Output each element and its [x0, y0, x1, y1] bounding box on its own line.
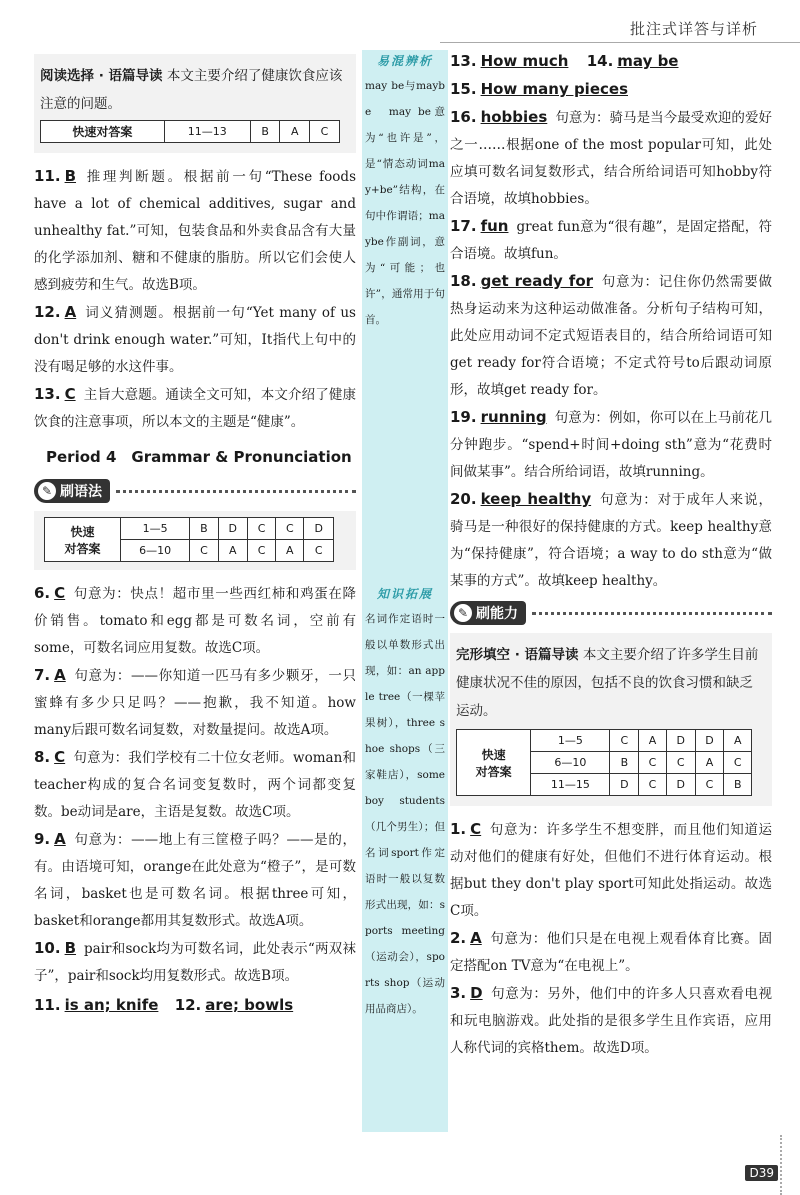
item-number: 16.: [450, 108, 477, 126]
reading-guide-label: 阅读选择 · 语篇导读: [40, 68, 163, 84]
item-number: 8.: [34, 748, 51, 766]
item-number: 1.: [450, 820, 467, 838]
item-number: 13.: [34, 385, 61, 403]
item-explanation: 句意为：骑马是当今最受欢迎的爱好之一……根据one of the most popular可知，此处应填可数名词复数形式，结合所给词语可知hobby符合语境，故填hobbies。: [450, 110, 772, 207]
item-explanation: 词义猜测题。根据前一句“Yet many of us don't drink enough water.”可知，It指代上句中的没有喝足够的水这件事。: [34, 305, 356, 375]
item-fill: hobbies: [480, 108, 548, 126]
page-corner-decoration: [780, 1135, 800, 1195]
answer-range: 1—5: [121, 518, 190, 540]
quick-answer-label: 快速对答案: [41, 121, 165, 143]
answer-cell: C: [310, 121, 340, 143]
item-fill: How much: [480, 52, 569, 70]
answer-cell: D: [666, 730, 695, 752]
answer-item: [34, 299, 356, 381]
item-fill: may be: [617, 52, 679, 70]
section-title: 刷语法: [60, 484, 102, 500]
page-number: D39: [745, 1165, 778, 1181]
item-number: 15.: [450, 80, 477, 98]
right-column: [450, 48, 772, 1062]
answer-cell: C: [666, 752, 695, 774]
item-number: 20.: [450, 490, 477, 508]
item-number: 14.: [586, 52, 614, 70]
item-fill: running: [480, 408, 547, 426]
item-number: 3.: [450, 984, 467, 1002]
item-number: 18.: [450, 272, 477, 290]
reading-guide-box: [34, 54, 356, 153]
answer-item: [34, 580, 356, 662]
item-explanation: 句意为：许多学生不想变胖，而且他们知道运动对他们的健康有好处，但他们不进行体育运动。根据but they don't play sport可知此处指运动。故选C项。: [450, 822, 772, 919]
notes-sidebar: [362, 50, 448, 1132]
grammar-answer-box: [34, 511, 356, 570]
item-number: 7.: [34, 666, 51, 684]
answer-cell: D: [695, 730, 724, 752]
answer-item: [450, 104, 772, 213]
cloze-guide-label: 完形填空 · 语篇导读: [456, 647, 579, 663]
header-title: 批注式详答与详析: [629, 20, 758, 38]
answer-item: [450, 816, 772, 925]
answer-item: [450, 925, 772, 980]
item-explanation: 句意为：——地上有三筐橙子吗？——是的，有。由语境可知，orange在此处意为“橙子”，是可数名词，basket也是可数名词。根据three可知，basket和orange都用其复数形式。故选A项。: [34, 832, 356, 929]
dotted-divider: [532, 612, 772, 615]
answer-cell: A: [639, 730, 667, 752]
answer-item: [450, 486, 772, 595]
item-explanation: 句意为：他们只是在电视上观看体育比赛。固定搭配on TV意为“在电视上”。: [450, 931, 772, 974]
answer-item: [34, 826, 356, 935]
item-explanation: great fun意为“很有趣”，是固定搭配，符合语境。故填fun。: [450, 219, 772, 262]
item-answer: B: [64, 167, 77, 185]
note-title-confusion: 易混辨析: [376, 54, 433, 68]
answer-item: [34, 163, 356, 299]
item-number: 10.: [34, 939, 61, 957]
item-number: 9.: [34, 830, 51, 848]
cloze-answer-table: [456, 729, 752, 796]
answer-cell: C: [276, 518, 304, 540]
answer-range: 11—13: [164, 121, 250, 143]
answer-cell: C: [724, 752, 752, 774]
pencil-icon: ✎: [454, 604, 472, 622]
item-number: 6.: [34, 584, 51, 602]
item-fill: How many pieces: [480, 80, 628, 98]
cloze-guide-text: 本文主要介绍了许多学生目前健康状况不佳的原因，包括不良的饮食习惯和缺乏运动。: [456, 647, 759, 719]
item-explanation: 句意为：我们学校有二十位女老师。woman和teacher构成的复合名词变复数时，两个词都变复数。be动词是are，主语是复数。故选C项。: [34, 750, 356, 820]
dotted-divider: [116, 490, 356, 493]
reading-guide-text: 本文主要介绍了健康饮食应该注意的问题。: [40, 68, 343, 112]
item-explanation: 句意为：对于成年人来说，骑马是一种很好的保持健康的方式。keep healthy意为“保持健康”，符合语境；a way to do sth意为“做某事的方式”。故填keep healthy。: [450, 492, 772, 589]
item-number: 2.: [450, 929, 467, 947]
answer-cell: C: [639, 752, 667, 774]
answer-item: [34, 744, 356, 826]
item-number: 11.: [34, 167, 61, 185]
item-explanation: 主旨大意题。通读全文可知，本文介绍了健康饮食的注意事项，所以本文的主题是“健康”。: [34, 387, 356, 430]
answer-range: 1—5: [531, 730, 610, 752]
item-answer: C: [470, 820, 482, 838]
answer-item: [34, 662, 356, 744]
pencil-icon: ✎: [38, 482, 56, 500]
answer-cell: B: [724, 774, 752, 796]
item-explanation: 句意为：例如，你可以在上马前花几分钟跑步。“spend+时间+doing sth”意为“花费时间做某事”。结合所给词语，故填running。: [450, 410, 772, 480]
answer-cell: C: [248, 540, 276, 562]
period-heading: Period 4 Grammar & Pronunciation: [46, 448, 352, 466]
note-text-extension: 名词作定语时一般以单数形式出现，如：an apple tree（一棵苹果树），three shoe shops（三家鞋店），some boy students（几个男生）；但名词sport作定语时一般以复数形式出现，如：sports meeting（运动会），sports shop（运动用品商店）。: [365, 613, 445, 1015]
reading-answer-table: [40, 120, 340, 143]
answer-cell: A: [276, 540, 304, 562]
item-number: 13.: [450, 52, 477, 70]
answer-range: 6—10: [121, 540, 190, 562]
cloze-guide-box: [450, 633, 772, 806]
item-number: 12.: [34, 303, 61, 321]
item-explanation: 句意为：快点！超市里一些西红柿和鸡蛋在降价销售。tomato和egg都是可数名词，空前有some，可数名词应用复数。故选C项。: [34, 586, 356, 656]
answer-cell: D: [666, 774, 695, 796]
section-grammar: [34, 479, 356, 503]
item-answer: A: [54, 830, 66, 848]
note-text-confusion: may be与maybe may be意为“也许是”，是“情态动词may+be”结构，在句中作谓语；maybe作副词，意为“可能；也许”，通常用于句首。: [365, 80, 445, 326]
item-answer: D: [470, 984, 483, 1002]
answer-item: [34, 992, 356, 1020]
grammar-answer-table: [44, 517, 334, 562]
answer-cell: A: [280, 121, 310, 143]
answer-cell: C: [695, 774, 724, 796]
section-title: 刷能力: [476, 606, 518, 622]
item-number: 19.: [450, 408, 477, 426]
item-answer: A: [64, 303, 77, 321]
note-title-extension: 知识拓展: [376, 587, 433, 601]
item-number: 17.: [450, 217, 477, 235]
item-answer: A: [470, 929, 482, 947]
answer-item: [34, 935, 356, 990]
item-answer: B: [64, 939, 77, 957]
left-column: [34, 54, 356, 1020]
item-explanation: 句意为：记住你仍然需要做热身运动来为这种运动做准备。分析句子结构可知，此处应用动词不定式短语表目的，结合所给词语可知get ready for符合语境；不定式符号to后跟动词原形，故填get ready for。: [450, 274, 773, 398]
answer-cell: D: [218, 518, 248, 540]
header-divider: [440, 42, 800, 43]
answer-cell: C: [639, 774, 667, 796]
item-explanation: 推理判断题。根据前一句“These foods have a lot of chemical additives, sugar and unhealthy fat.”可知，包装食品和外卖食品含有大量的化学添加剂、糖和不健康的脂肪。所以它们会使人感到疲劳和生气。故选B项。: [34, 169, 356, 293]
item-number: 11.: [34, 996, 61, 1014]
answer-item: [34, 381, 356, 436]
answer-cell: B: [250, 121, 280, 143]
item-fill: are; bowls: [205, 996, 294, 1014]
item-explanation: pair和sock均为可数名词，此处表示“两双袜子”，pair和sock均用复数形式。故选B项。: [34, 941, 356, 984]
answer-cell: C: [304, 540, 334, 562]
item-number: 12.: [174, 996, 202, 1014]
item-answer: C: [64, 385, 76, 403]
item-fill: get ready for: [480, 272, 594, 290]
item-answer: C: [54, 748, 66, 766]
answer-range: 6—10: [531, 752, 610, 774]
answer-item: [450, 268, 772, 404]
answer-cell: C: [248, 518, 276, 540]
item-explanation: 句意为：——你知道一匹马有多少颗牙，一只蜜蜂有多少只足吗？——抱歉，我不知道。how many后跟可数名词复数，对数量提问。故选A项。: [34, 668, 356, 738]
answer-cell: D: [610, 774, 639, 796]
quick-answer-label: 快速 对答案: [457, 730, 531, 796]
item-fill: is an; knife: [64, 996, 159, 1014]
answer-item: [450, 980, 772, 1062]
answer-cell: A: [724, 730, 752, 752]
answer-item: [450, 76, 772, 104]
item-answer: C: [54, 584, 66, 602]
item-answer: A: [54, 666, 66, 684]
answer-range: 11—15: [531, 774, 610, 796]
item-fill: keep healthy: [480, 490, 592, 508]
answer-cell: A: [695, 752, 724, 774]
answer-item: [450, 404, 772, 486]
answer-cell: C: [190, 540, 218, 562]
answer-cell: A: [218, 540, 248, 562]
item-fill: fun: [480, 217, 509, 235]
quick-answer-label: 快速 对答案: [45, 518, 121, 562]
answer-item: [450, 48, 772, 76]
answer-cell: C: [610, 730, 639, 752]
answer-cell: D: [304, 518, 334, 540]
item-explanation: 句意为：另外，他们中的许多人只喜欢看电视和玩电脑游戏。此处指的是很多学生且作宾语，应用人称代词的宾格them。故选D项。: [450, 986, 772, 1056]
answer-cell: B: [610, 752, 639, 774]
answer-cell: B: [190, 518, 218, 540]
section-ability: [450, 601, 772, 625]
answer-item: [450, 213, 772, 268]
